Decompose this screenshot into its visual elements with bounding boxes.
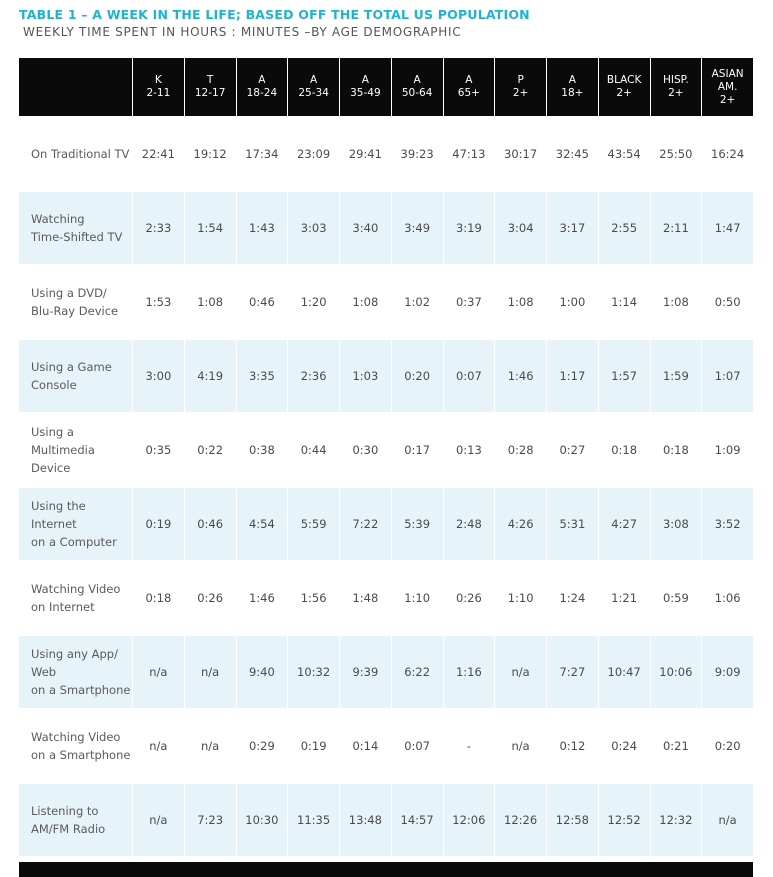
column-header-line: A	[465, 74, 473, 86]
table-cell: 17:34	[236, 116, 288, 190]
row-label	[19, 634, 132, 708]
table-cell: 3:35	[236, 338, 288, 412]
table-cell: 4:26	[494, 486, 546, 560]
table-body	[19, 116, 753, 856]
table-cell: 1:08	[650, 264, 702, 338]
table-cell: 2:11	[650, 190, 702, 264]
column-header-line: A	[310, 74, 318, 86]
column-header	[494, 58, 546, 116]
column-header-line: T	[206, 74, 214, 86]
table-cell: n/a	[132, 782, 184, 856]
table-cell: 0:24	[598, 708, 650, 782]
table-cell: 43:54	[598, 116, 650, 190]
table-cell: 0:19	[287, 708, 339, 782]
row-label-line: Using a	[31, 425, 74, 439]
table-cell: 29:41	[339, 116, 391, 190]
table-cell: 0:46	[184, 486, 236, 560]
column-header-line: 2+	[512, 87, 529, 99]
table-row	[19, 634, 753, 708]
footer-bar	[19, 862, 753, 877]
row-label-line: AM/FM Radio	[31, 822, 106, 836]
table-cell: 0:26	[184, 560, 236, 634]
row-label-line: on a Computer	[31, 535, 117, 549]
row-label-line: Web	[31, 665, 57, 679]
table-cell: 1:53	[132, 264, 184, 338]
row-label-line: Watching Video	[31, 730, 121, 744]
table-cell: 0:18	[132, 560, 184, 634]
table-cell: 9:39	[339, 634, 391, 708]
table-cell: 1:07	[701, 338, 753, 412]
column-header	[598, 58, 650, 116]
table-cell: 1:06	[701, 560, 753, 634]
row-label-line: on Internet	[31, 600, 95, 614]
column-header-line: K	[154, 74, 162, 86]
table-cell: 1:46	[236, 560, 288, 634]
table-cell: 2:48	[443, 486, 495, 560]
table-cell: n/a	[184, 634, 236, 708]
table-cell: 1:59	[650, 338, 702, 412]
table-cell: n/a	[494, 708, 546, 782]
table-cell: 2:55	[598, 190, 650, 264]
header-corner	[19, 58, 132, 116]
table-row	[19, 412, 753, 486]
table-cell: 0:28	[494, 412, 546, 486]
row-label	[19, 338, 132, 412]
table-cell: 0:44	[287, 412, 339, 486]
table-cell: 0:21	[650, 708, 702, 782]
table-cell: 5:39	[391, 486, 443, 560]
table-cell: 3:52	[701, 486, 753, 560]
table-cell: 4:27	[598, 486, 650, 560]
table-cell: 1:02	[391, 264, 443, 338]
table-row	[19, 782, 753, 856]
column-header-line: HISP.	[663, 74, 689, 86]
table-cell: 0:38	[236, 412, 288, 486]
table-cell: n/a	[184, 708, 236, 782]
table-cell: 1:08	[494, 264, 546, 338]
table-cell: 12:26	[494, 782, 546, 856]
column-header	[339, 58, 391, 116]
row-label-line: Listening to	[31, 804, 99, 818]
header-row	[19, 58, 753, 116]
table-cell: 0:07	[391, 708, 443, 782]
row-label-line: Multimedia	[31, 443, 95, 457]
table-cell: 1:54	[184, 190, 236, 264]
row-label	[19, 412, 132, 486]
column-header	[650, 58, 702, 116]
row-label-line: Using a DVD/	[31, 286, 107, 300]
table-cell: 1:03	[339, 338, 391, 412]
column-header-line: 50-64	[401, 87, 433, 99]
table-cell: n/a	[494, 634, 546, 708]
row-label	[19, 486, 132, 560]
table-cell: 0:29	[236, 708, 288, 782]
column-header-line: A	[568, 74, 576, 86]
table-cell: 0:17	[391, 412, 443, 486]
table-cell: 10:47	[598, 634, 650, 708]
table-cell: 1:16	[443, 634, 495, 708]
row-label-line: Watching Video	[31, 582, 121, 596]
table-cell: 0:13	[443, 412, 495, 486]
table-cell: 3:49	[391, 190, 443, 264]
table-cell: 0:37	[443, 264, 495, 338]
table-cell: 0:26	[443, 560, 495, 634]
table-cell: 39:23	[391, 116, 443, 190]
table-row	[19, 486, 753, 560]
table-cell: 7:27	[546, 634, 598, 708]
column-header-line: 18+	[561, 87, 584, 99]
row-label-line: Internet	[31, 517, 77, 531]
table-cell: 11:35	[287, 782, 339, 856]
table-cell: 12:32	[650, 782, 702, 856]
column-header	[701, 58, 753, 116]
table-cell: 12:06	[443, 782, 495, 856]
table-cell: 1:08	[339, 264, 391, 338]
table-cell: 1:10	[391, 560, 443, 634]
table-cell: 1:46	[494, 338, 546, 412]
data-table	[19, 58, 753, 856]
column-header-line: A	[258, 74, 266, 86]
row-label	[19, 708, 132, 782]
table-cell: 23:09	[287, 116, 339, 190]
table-cell: 12:52	[598, 782, 650, 856]
table-row	[19, 190, 753, 264]
row-label-line: Console	[31, 378, 77, 392]
table-cell: n/a	[132, 708, 184, 782]
table-cell: 10:30	[236, 782, 288, 856]
row-label-line: Watching	[31, 212, 85, 226]
table-row	[19, 338, 753, 412]
table-cell: n/a	[132, 634, 184, 708]
column-header-line: 2+	[616, 87, 632, 99]
table-cell: 0:12	[546, 708, 598, 782]
table-cell: 1:17	[546, 338, 598, 412]
table-cell: 0:18	[598, 412, 650, 486]
row-label	[19, 264, 132, 338]
table-cell: 9:40	[236, 634, 288, 708]
column-header	[391, 58, 443, 116]
row-label-line: on a Smartphone	[31, 683, 131, 697]
column-header	[546, 58, 598, 116]
table-cell: 0:50	[701, 264, 753, 338]
row-label	[19, 116, 132, 190]
table-cell: 6:22	[391, 634, 443, 708]
table-cell: 32:45	[546, 116, 598, 190]
table-cell: 3:40	[339, 190, 391, 264]
table-cell: 1:43	[236, 190, 288, 264]
column-header-line: 25-34	[298, 87, 329, 99]
row-label-line: Device	[31, 461, 71, 475]
table-cell: 10:06	[650, 634, 702, 708]
table-cell: 25:50	[650, 116, 702, 190]
row-label	[19, 782, 132, 856]
table-title: TABLE 1 – A WEEK IN THE LIFE; BASED OFF THE TOTAL US POPULATION	[19, 7, 530, 22]
column-header	[443, 58, 495, 116]
column-header-line: P	[517, 74, 524, 86]
table-cell: 7:22	[339, 486, 391, 560]
table-cell: 2:36	[287, 338, 339, 412]
column-header	[132, 58, 184, 116]
table-cell: 0:18	[650, 412, 702, 486]
table-cell: 1:14	[598, 264, 650, 338]
table-cell: 1:00	[546, 264, 598, 338]
table-cell: 3:00	[132, 338, 184, 412]
row-label-line: on a Smartphone	[31, 748, 131, 762]
table-cell: 0:35	[132, 412, 184, 486]
table-cell: 0:27	[546, 412, 598, 486]
column-header	[236, 58, 288, 116]
table-cell: 0:46	[236, 264, 288, 338]
table-cell: 0:22	[184, 412, 236, 486]
table-cell: 5:59	[287, 486, 339, 560]
column-header-line: 12-17	[194, 87, 226, 99]
column-header-line: A	[413, 74, 421, 86]
table-cell: 1:47	[701, 190, 753, 264]
table-cell: 2:33	[132, 190, 184, 264]
table-subtitle: WEEKLY TIME SPENT IN HOURS : MINUTES –BY AGE DEMOGRAPHIC	[23, 25, 462, 39]
table-cell: 3:03	[287, 190, 339, 264]
table-cell: 1:24	[546, 560, 598, 634]
table-cell: 1:08	[184, 264, 236, 338]
table-row	[19, 116, 753, 190]
column-header	[184, 58, 236, 116]
table-cell: 1:09	[701, 412, 753, 486]
table-cell: 9:09	[701, 634, 753, 708]
row-label	[19, 190, 132, 264]
table-cell: n/a	[701, 782, 753, 856]
table-cell: 0:30	[339, 412, 391, 486]
column-header-line: 35-49	[350, 87, 381, 99]
row-label-line: Time-Shifted TV	[31, 230, 123, 244]
table-cell: 22:41	[132, 116, 184, 190]
table-cell: 19:12	[184, 116, 236, 190]
table-cell: 1:21	[598, 560, 650, 634]
column-header-line: 18-24	[246, 87, 278, 99]
table-cell: 0:59	[650, 560, 702, 634]
table-cell: 16:24	[701, 116, 753, 190]
table-cell: 1:20	[287, 264, 339, 338]
row-label-line: Blu-Ray Device	[31, 304, 119, 318]
column-header-line: 2+	[668, 87, 684, 99]
table-cell: 13:48	[339, 782, 391, 856]
row-label-line: Using any App/	[31, 647, 118, 661]
column-header-line: ASIAN	[711, 67, 744, 80]
table-cell: 3:04	[494, 190, 546, 264]
column-header-line: AM.	[717, 80, 738, 93]
row-label-line: Using the	[31, 499, 86, 513]
table-cell: 3:17	[546, 190, 598, 264]
table-cell: 1:48	[339, 560, 391, 634]
table-cell: 1:10	[494, 560, 546, 634]
table-cell: -	[443, 708, 495, 782]
table-row	[19, 264, 753, 338]
column-header-line: 2+	[719, 93, 736, 106]
table-row	[19, 560, 753, 634]
table-cell: 0:20	[391, 338, 443, 412]
column-header	[287, 58, 339, 116]
column-header-line: BLACK	[606, 74, 642, 86]
column-header-line: 2-11	[146, 87, 171, 99]
table-cell: 14:57	[391, 782, 443, 856]
table-cell: 1:57	[598, 338, 650, 412]
table-cell: 1:56	[287, 560, 339, 634]
column-header-line: A	[361, 74, 369, 86]
table-cell: 3:08	[650, 486, 702, 560]
table-cell: 3:19	[443, 190, 495, 264]
table-cell: 0:19	[132, 486, 184, 560]
row-label-line: Using a Game	[31, 360, 112, 374]
table-cell: 0:07	[443, 338, 495, 412]
table-cell: 30:17	[494, 116, 546, 190]
column-header-line: 65+	[457, 87, 480, 99]
table-cell: 7:23	[184, 782, 236, 856]
table-cell: 12:58	[546, 782, 598, 856]
table-cell: 0:20	[701, 708, 753, 782]
table-row	[19, 708, 753, 782]
table-cell: 0:14	[339, 708, 391, 782]
table-cell: 4:19	[184, 338, 236, 412]
table-cell: 4:54	[236, 486, 288, 560]
row-label	[19, 560, 132, 634]
table-cell: 47:13	[443, 116, 495, 190]
table-cell: 5:31	[546, 486, 598, 560]
row-label-line: On Traditional TV	[31, 147, 130, 161]
table-cell: 10:32	[287, 634, 339, 708]
